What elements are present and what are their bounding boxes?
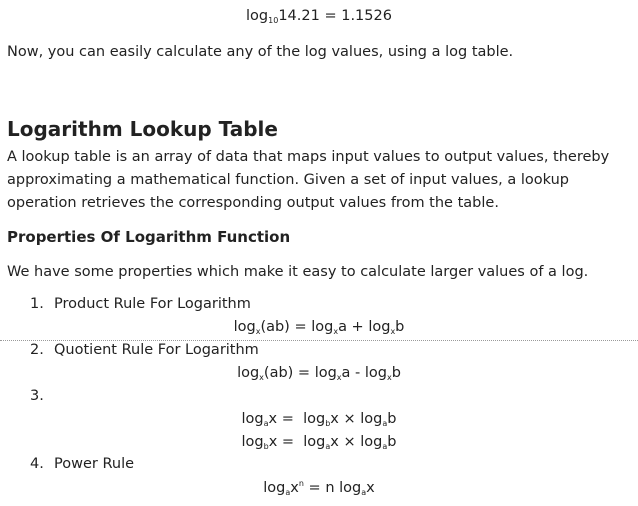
power-a2: x [366, 480, 375, 496]
change1-times: × [338, 411, 361, 427]
quotient-t2-arg: b [391, 365, 401, 381]
change1-a1: x [268, 411, 278, 427]
change1-a3: b [387, 411, 397, 427]
product-rule-formula: $\log_x(ab) = \log_xa + \log_xb$ [233, 319, 405, 336]
dotted-divider [0, 340, 638, 341]
change-of-base-formula-1: $\log_ax = \log_bx \times \log_ab$ [241, 411, 397, 428]
change2-times: × [338, 434, 361, 450]
change1-equals: = [277, 411, 304, 427]
change1-a2: x [330, 411, 339, 427]
power-exponent: n [298, 479, 304, 488]
change2-s3: a [382, 442, 388, 451]
top-eq-log: log [246, 8, 269, 24]
product-t1-sub: x [333, 327, 339, 336]
quotient-t1-sub: x [336, 373, 342, 382]
top-eq-base: 10 [268, 16, 279, 25]
section-body: A lookup table is an array of data that maps input values to output values, thereby approximating a mathematical function. Given a set of input values, a lookup operation retrieves the corresponding output values from the table. [7, 149, 610, 211]
quotient-rule-formula: $\log_x(ab) = \log_xa - \log_xb$ [237, 365, 401, 382]
quotient-equals: = [293, 365, 315, 381]
quotient-lhs-arg: (ab) [263, 365, 294, 381]
product-t2-arg: b [395, 319, 405, 335]
properties-intro: We have some properties which make it easy to calculate larger values of a log. [7, 264, 589, 280]
list-item-number: 1. [30, 296, 44, 312]
quotient-t2-sub: x [386, 373, 392, 382]
intro-text: Now, you can easily calculate any of the log values, using a log table. [7, 44, 514, 60]
product-t2-sub: x [390, 327, 396, 336]
top-eq-arg: 14.21 [278, 8, 320, 24]
product-lhs-sub: x [255, 327, 261, 336]
quotient-lhs-sub: x [259, 373, 264, 382]
change1-s1: a [263, 419, 269, 428]
list-item-label: Product Rule For Logarithm [54, 296, 251, 312]
change-of-base-formula-2: $\log_bx = \log_ax \times \log_ab$ [241, 434, 397, 451]
power-rule-formula: $\log_ax^n = n$ $\log_ax$ [263, 479, 375, 497]
power-a1: x [290, 480, 299, 496]
change2-equals: = [277, 434, 304, 450]
change2-a2: x [330, 434, 339, 450]
power-equals: = n [303, 480, 340, 496]
top-equation [0, 8, 638, 24]
list-item-label: Quotient Rule For Logarithm [54, 342, 259, 358]
quotient-t1-arg: a [341, 365, 351, 381]
section-title: Logarithm Lookup Table [7, 117, 278, 141]
properties-title: Properties Of Logarithm Function [7, 228, 291, 246]
change1-s2: b [325, 419, 331, 428]
top-eq-equals: = [319, 8, 342, 24]
product-t1-arg: a [338, 319, 347, 335]
power-s2: a [361, 488, 367, 497]
list-item-label: Power Rule [54, 456, 135, 472]
product-equals: = [289, 319, 312, 335]
power-s1: a [285, 488, 291, 497]
product-lhs-arg: (ab) [260, 319, 290, 335]
product-plus: + [346, 319, 369, 335]
change2-a1: x [268, 434, 278, 450]
change2-s1: b [263, 442, 269, 451]
top-eq-result: 1.1526 [341, 8, 392, 24]
quotient-minus: - [350, 365, 365, 381]
list-item-number: 3. [30, 388, 44, 404]
change2-a3: b [387, 434, 397, 450]
change2-s2: a [325, 442, 331, 451]
list-item-number: 4. [30, 456, 44, 472]
list-item-number: 2. [30, 342, 44, 358]
change1-s3: a [382, 419, 388, 428]
